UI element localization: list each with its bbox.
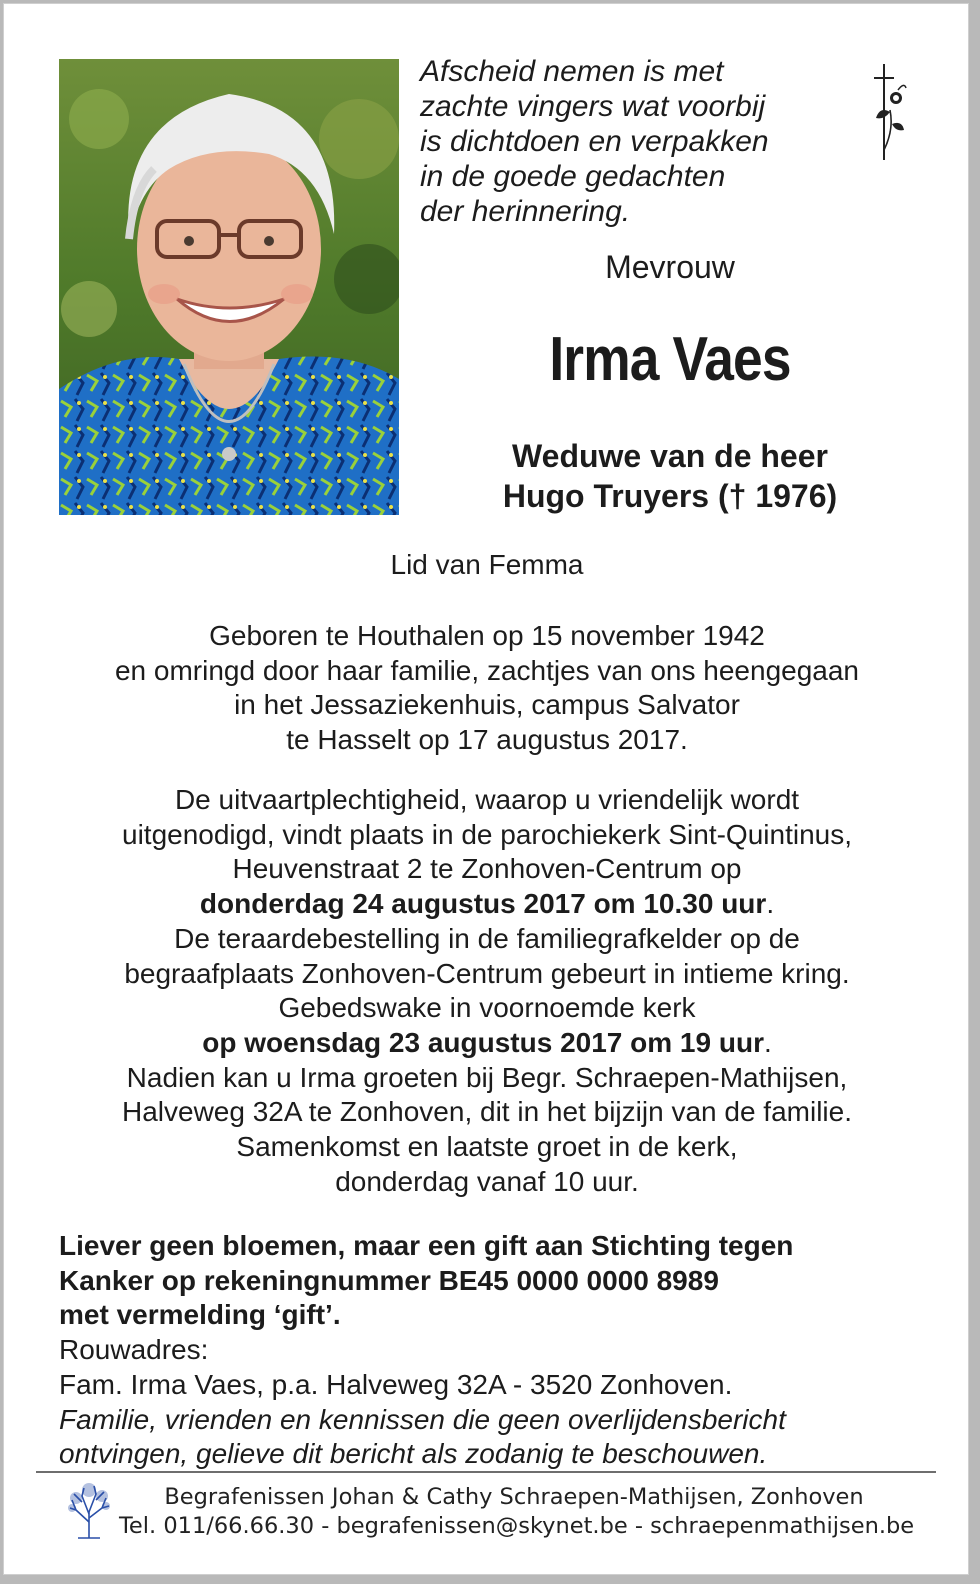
ceremony-details: [4, 783, 970, 1199]
funeral-home-name: Begrafenissen Johan & Cathy Schraepen-Mathijsen, Zonhoven: [164, 1484, 864, 1510]
announcement-line: te Hasselt op 17 augustus 2017.: [286, 724, 688, 756]
ceremony-line: De uitvaartplechtigheid, waarop u vriendelijk wordt: [174, 784, 800, 815]
poem-line: zachte vingers wat voorbij: [420, 90, 766, 123]
poem-line: is dichtdoen en verpakken: [420, 125, 769, 158]
ceremony-line: Gebedswake in voornoemde kerk: [278, 992, 696, 1024]
donation-line: Kanker op rekeningnummer BE45 0000 0000 8989: [59, 1264, 719, 1296]
honorific: Mevrouw: [605, 249, 735, 285]
ceremony-line: De teraardebestelling in de familiegrafkelder op de: [174, 922, 800, 954]
announcement-line: en omringd door haar familie, zachtjes van ons heengegaan: [114, 654, 860, 686]
widow-line: Weduwe van de heer: [512, 438, 828, 474]
tree-logo-icon: [66, 1482, 112, 1540]
notice-line: Familie, vrienden en kennissen die geen overlijdensbericht: [59, 1403, 786, 1435]
obituary-card: [3, 3, 969, 1575]
announcement-line: in het Jessaziekenhuis, campus Salvator: [234, 689, 740, 721]
poem-line: Afscheid nemen is met: [420, 55, 724, 88]
ceremony-date-line: donderdag 24 augustus 2017 om 10.30 uur.: [199, 888, 775, 920]
mourning-address: Fam. Irma Vaes, p.a. Halveweg 32A - 3520 Zonhoven.: [59, 1368, 733, 1400]
poem-line: in de goede gedachten: [420, 160, 726, 193]
announcement-line: Geboren te Houthalen op 15 november 1942: [209, 620, 765, 651]
closing-section: [59, 1229, 793, 1472]
ceremony-line: begraafplaats Zonhoven-Centrum gebeurt in intieme kring.: [124, 957, 850, 989]
farewell-poem: [420, 54, 769, 229]
ceremony-line: Halveweg 32A te Zonhoven, dit in het bijzijn van de familie.: [122, 1096, 852, 1128]
donation-line: met vermelding ‘gift’.: [59, 1299, 341, 1331]
membership: Lid van Femma: [390, 549, 584, 580]
footer-divider: [36, 1471, 936, 1473]
ceremony-line: Heuvenstraat 2 te Zonhoven-Centrum op: [232, 853, 742, 885]
deceased-name: Irma Vaes: [549, 325, 791, 394]
address-label: Rouwadres:: [59, 1334, 209, 1366]
ceremony-line: uitgenodigd, vindt plaats in de parochiekerk Sint-Quintinus,: [122, 818, 852, 850]
ceremony-line: Samenkomst en laatste groet in de kerk,: [236, 1131, 738, 1163]
birth-death-announcement: [4, 619, 970, 758]
wake-date-line: op woensdag 23 augustus 2017 om 19 uur.: [202, 1026, 772, 1058]
portrait-photo: [59, 59, 399, 515]
funeral-home-contact: Tel. 011/66.66.30 - begrafenissen@skynet.be - schraepenmathijsen.be: [119, 1513, 915, 1539]
wake-date: op woensdag 23 augustus 2017 om 19 uur: [202, 1026, 764, 1058]
widow-statement: [420, 436, 920, 516]
notice-line: ontvingen, gelieve dit bericht als zodanig te beschouwen.: [59, 1438, 768, 1470]
funeral-home-footer: [119, 1483, 915, 1541]
widow-line: Hugo Truyers († 1976): [502, 478, 838, 514]
poem-line: der herinnering.: [420, 195, 631, 228]
cross-with-rose-icon: [862, 60, 908, 164]
ceremony-date: donderdag 24 augustus 2017 om 10.30 uur: [199, 888, 767, 920]
donation-line: Liever geen bloemen, maar een gift aan Stichting tegen: [59, 1230, 794, 1261]
ceremony-line: donderdag vanaf 10 uur.: [335, 1165, 639, 1197]
ceremony-line: Nadien kan u Irma groeten bij Begr. Schraepen-Mathijsen,: [126, 1061, 848, 1093]
